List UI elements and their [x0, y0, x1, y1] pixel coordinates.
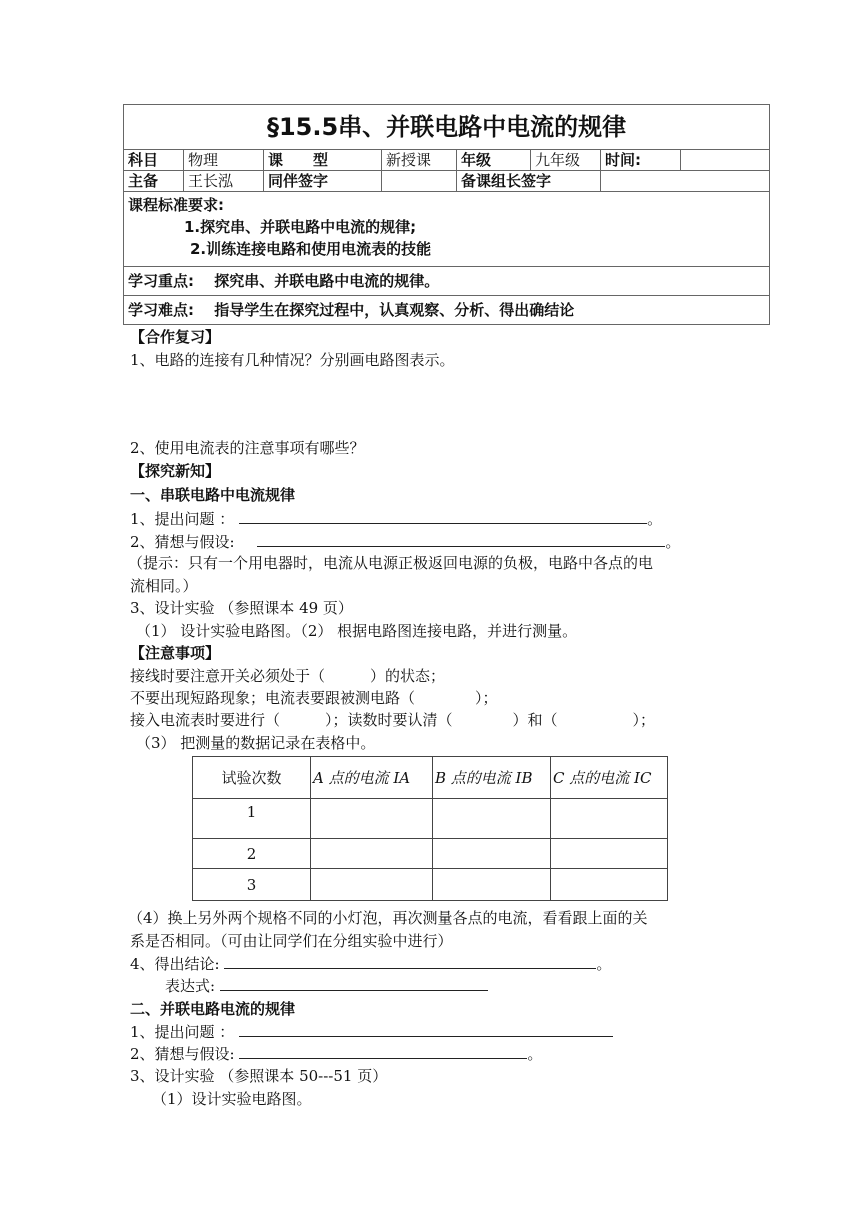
expression-label: 表达式:	[165, 977, 216, 995]
trial-number: 2	[193, 839, 311, 869]
note-3: 接入电流表时要进行（ ）；读数时要认清（ ）和（ ）；	[130, 711, 656, 729]
trial-number: 3	[193, 869, 311, 901]
conclusion-blank[interactable]	[224, 954, 596, 969]
page-title: §15.5串、并联电路中电流的规律	[124, 105, 770, 150]
s2-question-2-blank[interactable]	[239, 1044, 527, 1059]
s2-question-2	[130, 1044, 542, 1064]
grade-value: 九年级	[531, 150, 601, 171]
col-header-trial: 试验次数	[193, 757, 311, 799]
standard-item-1: 1.探究串、并联电路中电流的规律;	[184, 218, 417, 236]
review-heading: 【合作复习】	[130, 328, 221, 346]
lesson-type-label: 课 型	[264, 150, 382, 171]
explore-heading: 【探究新知】	[130, 462, 221, 480]
preparer-label: 主备	[124, 171, 184, 192]
group-leader-sign-value	[601, 171, 770, 192]
table-header-row	[193, 757, 668, 799]
lesson-type-value: 新授课	[382, 150, 457, 171]
lesson-header-table	[123, 104, 770, 325]
group-leader-sign-label: 备课组长签字	[457, 171, 601, 192]
table-cell-ib[interactable]	[433, 799, 551, 839]
peer-sign-value	[382, 171, 457, 192]
subject-label: 科目	[124, 150, 184, 171]
note-1: 接线时要注意开关必须处于（ ）的状态；	[130, 667, 446, 685]
s1-question-1	[130, 509, 662, 529]
table-cell-ib[interactable]	[433, 869, 551, 901]
table-cell-ia[interactable]	[311, 869, 433, 901]
note-2: 不要出现短路现象；电流表要跟被测电路（ ）；	[130, 689, 498, 707]
expression-blank[interactable]	[220, 976, 488, 991]
time-value	[681, 150, 770, 171]
experiment-steps-1-2: （1） 设计实验电路图。（2） 根据电路图连接电路，并进行测量。	[136, 622, 578, 640]
hint-line-1: （提示：只有一个用电器时，电流从电源正极返回电源的负极，电路中各点的电	[128, 554, 654, 572]
table-cell-ia[interactable]	[311, 839, 433, 869]
difficulty-row: 学习难点: 指导学生在探究过程中，认真观察、分析、得出确结论	[124, 296, 770, 325]
s1-question-4-label: 4、得出结论:	[130, 955, 220, 973]
conclusion-period: 。	[596, 955, 612, 973]
notes-heading: 【注意事项】	[130, 644, 221, 662]
s1-question-1-period: 。	[647, 510, 663, 528]
standards-label: 课程标准要求:	[128, 196, 224, 214]
review-question-2: 2、使用电流表的注意事项有哪些？	[130, 439, 365, 457]
table-row	[193, 839, 668, 869]
s2-question-1-label: 1、提出问题 ：	[130, 1023, 235, 1041]
expression-line	[165, 976, 488, 996]
s1-question-2	[130, 532, 680, 552]
experiment-step-3: （3） 把测量的数据记录在表格中。	[136, 734, 376, 752]
s2-question-1	[130, 1022, 613, 1042]
s1-question-2-period: 。	[665, 533, 681, 551]
s1-question-4	[130, 954, 611, 974]
table-cell-ic[interactable]	[551, 799, 668, 839]
hint-line-2: 流相同。）	[130, 577, 198, 595]
curriculum-standards	[124, 192, 770, 267]
table-cell-ic[interactable]	[551, 839, 668, 869]
measurement-table	[192, 756, 668, 901]
section2-title: 二、并联电路电流的规律	[130, 1000, 296, 1018]
trial-number: 1	[193, 799, 311, 839]
time-label: 时间:	[601, 150, 681, 171]
s2-question-1-blank[interactable]	[239, 1022, 613, 1037]
table-cell-ia[interactable]	[311, 799, 433, 839]
step4-line-2: 系是否相同。（可由让同学们在分组实验中进行）	[130, 932, 453, 950]
step4-line-1: （4）换上另外两个规格不同的小灯泡，再次测量各点的电流，看看跟上面的关	[128, 909, 648, 927]
section1-title: 一、串联电路中电流规律	[130, 486, 296, 504]
subject-value: 物理	[184, 150, 264, 171]
grade-label: 年级	[457, 150, 531, 171]
standard-item-2: 2.训练连接电路和使用电流表的技能	[190, 240, 432, 258]
s1-question-1-label: 1、提出问题 ：	[130, 510, 235, 528]
key-point-row: 学习重点: 探究串、并联电路中电流的规律。	[124, 267, 770, 296]
review-question-1: 1、电路的连接有几种情况？分别画电路图表示。	[130, 351, 455, 369]
table-row	[193, 799, 668, 839]
preparer-value: 王长泓	[184, 171, 264, 192]
col-header-ib: B 点的电流 IB	[433, 757, 551, 799]
table-row	[193, 869, 668, 901]
s2-question-3: 3、设计实验 （参照课本 50---51 页）	[130, 1067, 388, 1085]
table-cell-ib[interactable]	[433, 839, 551, 869]
table-cell-ic[interactable]	[551, 869, 668, 901]
s1-question-2-blank[interactable]	[257, 532, 665, 547]
peer-sign-label: 同伴签字	[264, 171, 382, 192]
s2-step-1: （1）设计实验电路图。	[152, 1090, 312, 1108]
s1-question-2-label: 2、猜想与假设:	[130, 533, 235, 551]
s1-question-3: 3、设计实验 （参照课本 49 页）	[130, 599, 353, 617]
s2-question-2-label: 2、猜想与假设:	[130, 1045, 235, 1063]
s2-question-2-period: 。	[527, 1045, 543, 1063]
s1-question-1-blank[interactable]	[239, 509, 647, 524]
col-header-ic: C 点的电流 IC	[551, 757, 668, 799]
col-header-ia: A 点的电流 IA	[311, 757, 433, 799]
